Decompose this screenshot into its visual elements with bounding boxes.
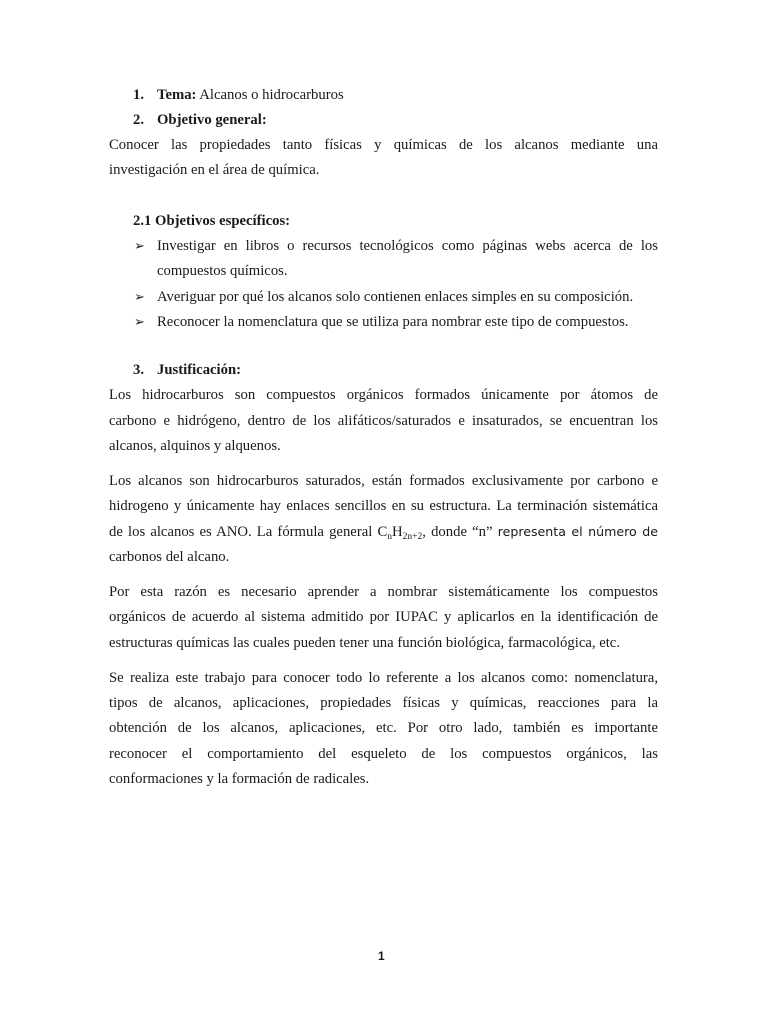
formula-subscript: 2n+2 [402, 532, 423, 542]
paragraph-line: reconocer el comportamiento del esqueleto de los compuestos orgánicos, las [109, 746, 658, 762]
section-text: Alcanos o hidrocarburos [196, 87, 344, 103]
section-objetivo-general-heading [133, 111, 267, 129]
section-heading: Justificación: [157, 362, 242, 378]
list-number: 2. [133, 112, 145, 128]
paragraph-line: investigación en el área de química. [109, 162, 320, 178]
formula-subscript: n [387, 532, 393, 542]
bullet-item-line: Reconocer la nomenclatura que se utiliza para nombrar este tipo de compuestos. [157, 314, 629, 330]
paragraph-line: alcanos, alquinos y alquenos. [109, 438, 281, 454]
paragraph-line-formula: de los alcanos es ANO. La fórmula general $C_nH_{2n+2}$, donde “n” representa el número de [109, 524, 659, 542]
paragraph-line: carbono e hidrógeno, dentro de los alifáticos/saturados e insaturados, se encuentran los [109, 413, 658, 429]
paragraph-line: Los hidrocarburos son compuestos orgánicos formados únicamente por átomos de [109, 387, 658, 403]
bullet-item-line: Averiguar por qué los alcanos solo contienen enlaces simples en su composición. [157, 289, 634, 305]
paragraph-line: tipos de alcanos, aplicaciones, propiedades físicas y químicas, reacciones para la [109, 695, 658, 711]
section-tema [133, 86, 344, 104]
formula-hydrogen: H [392, 524, 403, 540]
section-objetivos-especificos-heading [133, 212, 290, 230]
section-heading: Objetivo general: [157, 112, 267, 128]
paragraph-line: Conocer las propiedades tanto físicas y químicas de los alcanos mediante una [109, 137, 658, 153]
paragraph-line: obtención de los alcanos, aplicaciones, etc. Por otro lado, también es importante [109, 720, 658, 736]
bullet-item-line: compuestos químicos. [157, 263, 288, 279]
paragraph-line: hidrogeno y únicamente hay enlaces sencillos en su estructura. La terminación sistemática [109, 498, 658, 514]
page-number: 1 [378, 949, 385, 963]
paragraph-line: conformaciones y la formación de radicales. [109, 771, 370, 787]
sans-run: representa el número de [497, 524, 659, 539]
bullet-arrow-icon: ➢ [134, 314, 145, 329]
section-label: Tema: [157, 87, 197, 103]
paragraph-line: carbonos del alcano. [109, 549, 230, 565]
list-number: 3. [133, 362, 145, 378]
paragraph-line: estructuras químicas las cuales pueden tener una función biológica, farmacológica, etc. [109, 635, 621, 651]
section-justificacion-heading [133, 361, 241, 379]
bullet-item-line: Investigar en libros o recursos tecnológicos como páginas webs acerca de los [157, 238, 658, 254]
bullet-arrow-icon: ➢ [134, 289, 145, 304]
section-heading: 2.1 Objetivos específicos: [133, 213, 291, 229]
list-number: 1. [133, 87, 145, 103]
bullet-arrow-icon: ➢ [134, 238, 145, 253]
paragraph-line: Por esta razón es necesario aprender a nombrar sistemáticamente los compuestos [109, 584, 658, 600]
paragraph-line: Se realiza este trabajo para conocer todo lo referente a los alcanos como: nomenclatura, [109, 670, 658, 686]
paragraph-line: Los alcanos son hidrocarburos saturados, están formados exclusivamente por carbono e [109, 473, 658, 489]
paragraph-line: orgánicos de acuerdo al sistema admitido por IUPAC y aplicarlos en la identificación de [109, 609, 658, 625]
